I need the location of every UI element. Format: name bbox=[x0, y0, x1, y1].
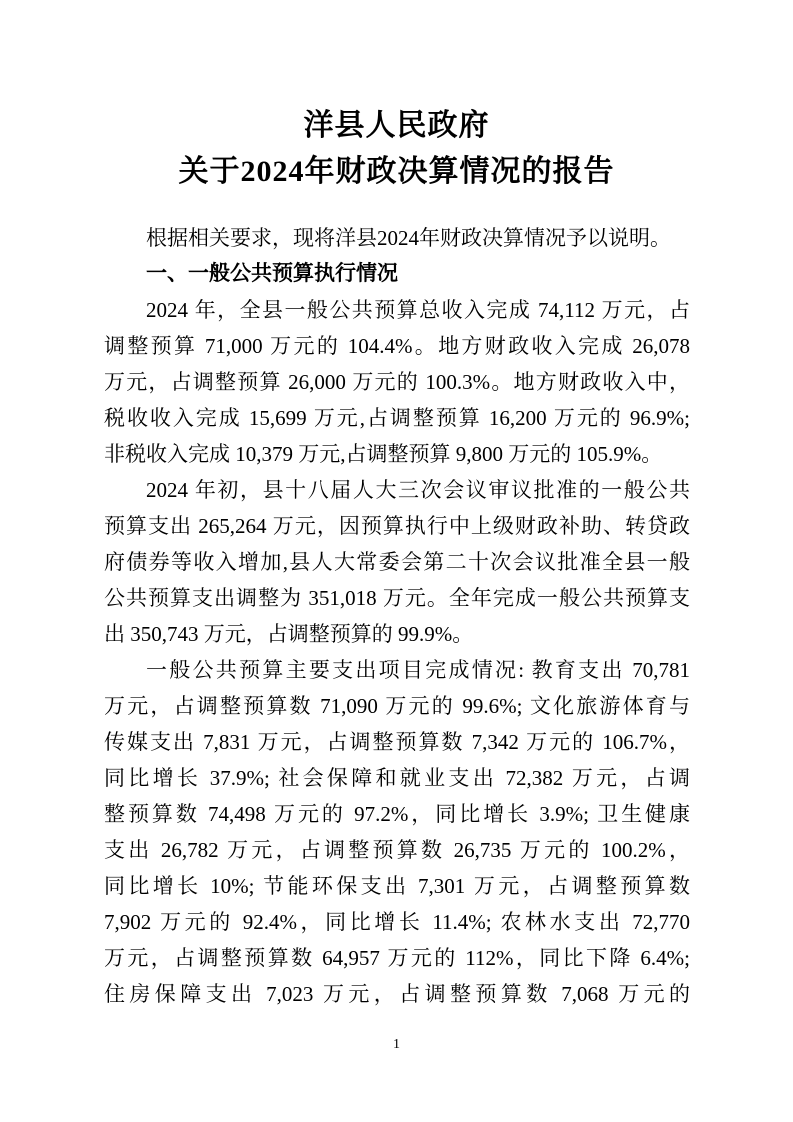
document-title bbox=[0, 103, 793, 195]
text-line: 同比增长 37.9%; 社会保障和就业支出 72,382 万元，占调 bbox=[104, 766, 690, 790]
text-line: 万元，占调整预算数 64,957 万元的 112%，同比下降 6.4%; bbox=[104, 946, 690, 970]
text-line: 调整预算 71,000 万元的 104.4%。地方财政收入完成 26,078 bbox=[104, 334, 690, 358]
page-footer bbox=[0, 1035, 793, 1055]
title-line-1: 洋县人民政府 bbox=[303, 109, 490, 142]
text-line: 7,902 万元的 92.4%，同比增长 11.4%; 农林水支出 72,770 bbox=[104, 910, 690, 934]
paragraph-revenue bbox=[104, 292, 690, 472]
text-line: 预算支出 265,264 万元，因预算执行中上级财政补助、转贷政 bbox=[104, 514, 690, 538]
text-line: 府债券等收入增加,县人大常委会第二十次会议批准全县一般 bbox=[104, 550, 690, 574]
text-line: 住房保障支出 7,023 万元，占调整预算数 7,068 万元的 bbox=[104, 982, 690, 1006]
text-line: 2024 年初，县十八届人大三次会议审议批准的一般公共 bbox=[146, 478, 690, 502]
section1-heading: 一、一般公共预算执行情况 bbox=[146, 262, 398, 285]
paragraph-budget-adjustment bbox=[104, 472, 690, 652]
text-line: 出 350,743 万元，占调整预算的 99.9%。 bbox=[104, 622, 474, 646]
paragraph-expenditure-items bbox=[104, 652, 690, 1012]
document-body bbox=[104, 220, 690, 1012]
text-line: 整预算数 74,498 万元的 97.2%，同比增长 3.9%; 卫生健康 bbox=[104, 802, 690, 826]
text-line: 传媒支出 7,831 万元，占调整预算数 7,342 万元的 106.7%， bbox=[104, 730, 690, 754]
text-line: 万元，占调整预算数 71,090 万元的 99.6%; 文化旅游体育与 bbox=[104, 694, 690, 718]
text-line: 非税收入完成 10,379 万元,占调整预算 9,800 万元的 105.9%。 bbox=[104, 442, 663, 466]
text-line: 同比增长 10%; 节能环保支出 7,301 万元，占调整预算数 bbox=[104, 874, 690, 898]
text-line: 税收收入完成 15,699 万元,占调整预算 16,200 万元的 96.9%; bbox=[104, 406, 690, 430]
text-line: 万元，占调整预算 26,000 万元的 100.3%。地方财政收入中， bbox=[104, 370, 690, 394]
text-line: 支出 26,782 万元，占调整预算数 26,735 万元的 100.2%， bbox=[104, 838, 690, 862]
text-line: 公共预算支出调整为 351,018 万元。全年完成一般公共预算支 bbox=[104, 586, 690, 610]
text-line: 一般公共预算主要支出项目完成情况: 教育支出 70,781 bbox=[146, 658, 690, 682]
text-line: 2024 年，全县一般公共预算总收入完成 74,112 万元，占 bbox=[146, 298, 690, 322]
intro-paragraph: 根据相关要求，现将洋县2024年财政决算情况予以说明。 bbox=[146, 226, 671, 250]
page-number: 1 bbox=[393, 1037, 400, 1052]
title-line-2: 关于2024年财政决算情况的报告 bbox=[178, 155, 615, 188]
